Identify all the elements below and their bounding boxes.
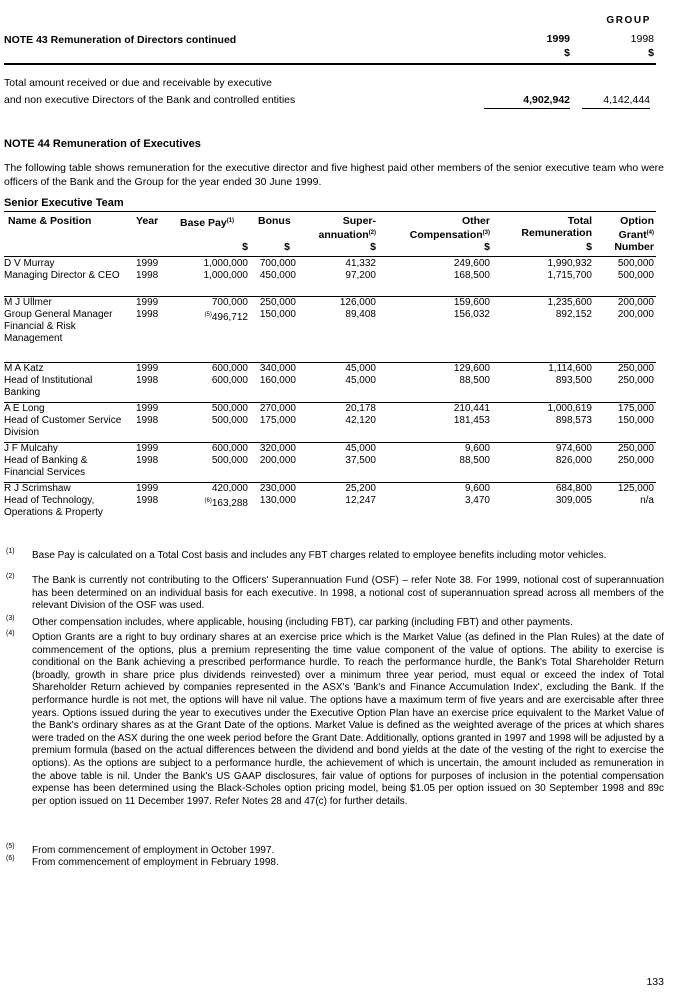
row-divider (4, 442, 656, 443)
cell-base-1999 (172, 483, 248, 495)
footnote-number: (3) (6, 615, 15, 622)
cell-value: 500,000 (211, 415, 248, 426)
cell-value: 1998 (136, 375, 159, 386)
cell-super-1998 (316, 495, 376, 507)
cell-bonus-1999 (250, 258, 296, 270)
cell-value: 1999 (136, 403, 159, 414)
cell-value: 1998 (136, 455, 159, 466)
cell-option-1999 (600, 363, 654, 375)
cell-base-1998 (172, 375, 248, 387)
cell-value: 320,000 (259, 443, 296, 454)
currency-1998-header: $ (648, 47, 654, 59)
cell-value: 500,000 (211, 403, 248, 414)
cell-super-1999 (316, 363, 376, 375)
cell-other-1999 (420, 403, 490, 415)
cell-value: 37,500 (345, 455, 376, 466)
footnote-number: (6) (6, 855, 15, 862)
cell-y-1998 (136, 309, 164, 321)
executive-name-position (4, 443, 134, 479)
cell-other-1999 (420, 297, 490, 309)
cell-super-1998 (316, 375, 376, 387)
cell-value: 130,000 (259, 495, 296, 506)
cell-super-1999 (316, 403, 376, 415)
cell-total-1998 (520, 270, 592, 282)
executive-name: A E Long (4, 403, 45, 414)
cell-super-1998 (316, 415, 376, 427)
cell-value: 1,000,000 (203, 270, 248, 281)
cell-value: 600,000 (211, 363, 248, 374)
cell-y-1999 (136, 363, 164, 375)
cell-y-1999 (136, 258, 164, 270)
header-other-2: Compensation$^{(3)}$ (409, 229, 490, 241)
cell-value: 1999 (136, 258, 159, 269)
total-label-line1: Total amount received or due and receivable by executive (4, 77, 272, 89)
cell-value: 210,441 (453, 403, 490, 414)
note44-intro: The following table shows remuneration for the executive director and five highest paid other members of the senior executive team who were officers of the Bank and the Group for the year ended 30 June 1999. (4, 162, 664, 188)
cell-value: 250,000 (617, 443, 654, 454)
row-divider (4, 482, 656, 483)
cell-value: 125,000 (617, 483, 654, 494)
executive-position: Managing Director & CEO (4, 270, 120, 281)
executive-name-position (4, 403, 134, 439)
cell-value: 1998 (136, 309, 159, 320)
executive-name-position (4, 363, 134, 399)
unit-other: $ (484, 241, 490, 253)
footnote-number: (1) (6, 548, 15, 555)
cell-value: 42,120 (345, 415, 376, 426)
cell-value: 1999 (136, 297, 159, 308)
cell-base-1999 (172, 403, 248, 415)
cell-value: 1999 (136, 483, 159, 494)
year-1998-header: 1998 (630, 33, 654, 45)
cell-total-1999 (520, 443, 592, 455)
cell-y-1999 (136, 443, 164, 455)
cell-option-1999 (600, 403, 654, 415)
cell-option-1998 (600, 495, 654, 507)
cell-value: 500,000 (617, 258, 654, 269)
cell-bonus-1998 (250, 309, 296, 321)
cell-total-1999 (520, 258, 592, 270)
cell-other-1998 (420, 375, 490, 387)
cell-value: 600,000 (211, 375, 248, 386)
cell-value: 41,332 (345, 258, 376, 269)
note43-header-rule (4, 63, 656, 65)
header-super-1: Super- (342, 215, 376, 227)
cell-total-1998 (520, 375, 592, 387)
cell-value: 500,000 (617, 270, 654, 281)
header-total-1: Total (567, 215, 592, 227)
cell-base-1999 (172, 443, 248, 455)
unit-total: $ (586, 241, 592, 253)
group-column-label: GROUP (606, 15, 651, 26)
cell-value: 309,005 (555, 495, 592, 506)
cell-value: 1,990,932 (547, 258, 592, 269)
cell-base-1999 (172, 363, 248, 375)
cell-bonus-1998 (250, 270, 296, 282)
cell-bonus-1999 (250, 363, 296, 375)
executive-position: Head of Institutional Banking (4, 375, 93, 398)
cell-total-1999 (520, 403, 592, 415)
cell-y-1998 (136, 375, 164, 387)
cell-value: 1,000,619 (547, 403, 592, 414)
cell-value: 159,600 (453, 297, 490, 308)
cell-value: 168,500 (453, 270, 490, 281)
header-super-2: annuation$^{(2)}$ (318, 229, 376, 241)
header-option-1: Option (620, 215, 654, 227)
cell-value: 1998 (136, 415, 159, 426)
table-header-rule (4, 256, 656, 257)
cell-super-1998 (316, 270, 376, 282)
cell-other-1998 (420, 309, 490, 321)
cell-other-1999 (420, 443, 490, 455)
cell-bonus-1999 (250, 297, 296, 309)
footnote-text: Base Pay is calculated on a Total Cost basis and includes any FBT charges related to employee benefits including motor vehicles. (32, 550, 607, 561)
cell-bonus-1999 (250, 483, 296, 495)
cell-value: 9,600 (464, 483, 490, 494)
cell-value: 45,000 (345, 443, 376, 454)
executive-position: Group General Manager Financial & Risk Management (4, 309, 113, 344)
page-number: 133 (646, 976, 664, 988)
executive-name-position (4, 483, 134, 519)
unit-option: Number (614, 241, 654, 253)
cell-value: 163,288 (211, 498, 248, 509)
cell-value: 893,500 (555, 375, 592, 386)
cell-value: 200,000 (617, 297, 654, 308)
currency-1999-header: $ (564, 47, 570, 59)
cell-super-1998 (316, 309, 376, 321)
cell-value: 700,000 (211, 297, 248, 308)
cell-value: 898,573 (555, 415, 592, 426)
cell-other-1999 (420, 258, 490, 270)
footnote-number: (4) (6, 630, 15, 637)
cell-total-1998 (520, 415, 592, 427)
cell-base-1999 (172, 297, 248, 309)
cell-total-1998 (520, 495, 592, 507)
cell-other-1999 (420, 483, 490, 495)
footnote-text: From commencement of employment in October 1997. (32, 845, 275, 856)
cell-y-1999 (136, 483, 164, 495)
row-divider (4, 402, 656, 403)
cell-bonus-1998 (250, 455, 296, 467)
executive-name: J F Mulcahy (4, 443, 58, 454)
cell-option-1998 (600, 415, 654, 427)
cell-value: 1,000,000 (203, 258, 248, 269)
footnote-number: (5) (6, 843, 15, 850)
cell-value: 496,712 (211, 312, 248, 323)
cell-value: 249,600 (453, 258, 490, 269)
cell-value: 160,000 (259, 375, 296, 386)
cell-y-1999 (136, 403, 164, 415)
cell-total-1998 (520, 309, 592, 321)
executive-name: R J Scrimshaw (4, 483, 71, 494)
cell-base-1998 (172, 415, 248, 427)
cell-option-1998 (600, 455, 654, 467)
year-1999-header: 1999 (546, 33, 570, 45)
cell-y-1998 (136, 415, 164, 427)
cell-base-1998 (172, 309, 248, 324)
header-other-1: Other (461, 215, 490, 227)
cell-option-1999 (600, 258, 654, 270)
cell-value: 97,200 (345, 270, 376, 281)
cell-value: 250,000 (617, 363, 654, 374)
cell-option-1998 (600, 309, 654, 321)
cell-total-1998 (520, 455, 592, 467)
cell-value: 88,500 (459, 375, 490, 386)
cell-value: 150,000 (617, 415, 654, 426)
header-base-pay: Base Pay$^{(1)}$ (180, 217, 235, 229)
unit-super: $ (370, 241, 376, 253)
cell-super-1999 (316, 297, 376, 309)
cell-value: 1998 (136, 270, 159, 281)
cell-value: 1998 (136, 495, 159, 506)
cell-value: 45,000 (345, 375, 376, 386)
cell-value: 892,152 (555, 309, 592, 320)
footnote-text: Other compensation includes, where applicable, housing (including FBT), car parking (including FBT) and other payments. (32, 617, 573, 628)
cell-value: 88,500 (459, 455, 490, 466)
cell-value: 684,800 (555, 483, 592, 494)
cell-bonus-1999 (250, 443, 296, 455)
cell-value: 175,000 (617, 403, 654, 414)
note44-title: NOTE 44 Remuneration of Executives (4, 138, 201, 150)
cell-super-1998 (316, 455, 376, 467)
cell-value: 340,000 (259, 363, 296, 374)
cell-value: 1999 (136, 363, 159, 374)
cell-value: 150,000 (259, 309, 296, 320)
cell-value: 700,000 (259, 258, 296, 269)
cell-base-1998 (172, 270, 248, 282)
header-name-position: Name & Position (8, 215, 92, 227)
cell-value: 9,600 (464, 443, 490, 454)
table-top-rule (4, 211, 656, 212)
cell-super-1999 (316, 443, 376, 455)
header-option-2: Grant$^{(4)}$ (618, 229, 654, 241)
cell-base-1998 (172, 455, 248, 467)
unit-bonus: $ (284, 241, 290, 253)
cell-other-1998 (420, 455, 490, 467)
cell-y-1999 (136, 297, 164, 309)
team-table-title: Senior Executive Team (4, 197, 124, 209)
cell-y-1998 (136, 455, 164, 467)
footnote-text: The Bank is currently not contributing to the Officers' Superannuation Fund (OSF) – refer Note 38. For 1999, notional cost of superannuation has been determined on an individual basis for each executive. In 1998, a notional cost of superannuation spread across all members of the relevant Division of the OSF was used. (32, 575, 664, 612)
cell-total-1999 (520, 483, 592, 495)
executive-name: M A Katz (4, 363, 44, 374)
executive-name: D V Murray (4, 258, 55, 269)
cell-value: 974,600 (555, 443, 592, 454)
cell-total-1999 (520, 363, 592, 375)
cell-value: 1,114,600 (548, 363, 592, 374)
cell-total-1999 (520, 297, 592, 309)
cell-option-1998 (600, 375, 654, 387)
footnote-text: From commencement of employment in February 1998. (32, 857, 279, 868)
cell-value: 450,000 (259, 270, 296, 281)
cell-value: 420,000 (211, 483, 248, 494)
executive-name-position (4, 297, 134, 345)
cell-value: 126,000 (339, 297, 376, 308)
cell-bonus-1999 (250, 403, 296, 415)
total-1998-value: 4,142,444 (582, 94, 650, 109)
total-label-line2: and non executive Directors of the Bank and controlled entities (4, 94, 296, 106)
cell-value: 25,200 (345, 483, 376, 494)
total-1999-value: 4,902,942 (484, 94, 570, 109)
footnote-marker: (5) (204, 312, 212, 318)
executive-position: Head of Customer Service Division (4, 415, 122, 438)
cell-value: 250,000 (617, 455, 654, 466)
cell-value: 12,247 (345, 495, 376, 506)
cell-option-1999 (600, 483, 654, 495)
unit-base: $ (242, 241, 248, 253)
cell-value: 156,032 (453, 309, 490, 320)
cell-value: 1,235,600 (547, 297, 592, 308)
cell-base-1999 (172, 258, 248, 270)
cell-value: 175,000 (259, 415, 296, 426)
cell-value: 500,000 (211, 455, 248, 466)
cell-bonus-1998 (250, 375, 296, 387)
cell-value: 250,000 (617, 375, 654, 386)
cell-bonus-1998 (250, 415, 296, 427)
cell-value: 200,000 (617, 309, 654, 320)
executive-position: Head of Technology, Operations & Property (4, 495, 103, 518)
header-bonus: Bonus (258, 215, 291, 227)
cell-value: 270,000 (259, 403, 296, 414)
cell-value: 181,453 (453, 415, 490, 426)
row-divider (4, 362, 656, 363)
header-year: Year (136, 215, 159, 227)
cell-value: 1,715,700 (547, 270, 592, 281)
cell-other-1998 (420, 415, 490, 427)
executive-name: M J Ullmer (4, 297, 52, 308)
cell-value: 230,000 (259, 483, 296, 494)
cell-option-1998 (600, 270, 654, 282)
cell-value: n/a (640, 495, 654, 506)
cell-super-1999 (316, 483, 376, 495)
executive-position: Head of Banking & Financial Services (4, 455, 88, 478)
cell-other-1998 (420, 495, 490, 507)
row-divider (4, 296, 656, 297)
cell-value: 45,000 (345, 363, 376, 374)
cell-y-1998 (136, 270, 164, 282)
cell-value: 129,600 (453, 363, 490, 374)
cell-value: 20,178 (345, 403, 376, 414)
note43-title: NOTE 43 Remuneration of Directors continued (4, 34, 237, 46)
cell-value: 200,000 (259, 455, 296, 466)
cell-option-1999 (600, 443, 654, 455)
cell-value: 250,000 (259, 297, 296, 308)
cell-value: 1999 (136, 443, 159, 454)
footnote-text: Option Grants are a right to buy ordinary shares at an exercise price which is the Market Value (as defined in the Plan Rules) at the date of commencement of the options, plus a premium representing the time value component of the value of options. The ability to exercise is conditional on the Bank achieving a prescribed performance hurdle. To reach the performance hurdle, the Bank's Total Shareholder Return (broadly, growth in share price plus dividends reinvested) over a minimum three year period, must equal or exceed the index of Total Shareholder Return achieved by companies represented in the ASX's 'Bank's and Finance Accumulation Index', excluding the Bank. If the performance hurdle is not met, the options will have nil value. The options have a maximum term of five years and are exercisable after three years. Options issued during the year to executives under the Executive Option Plan have an exercise price equivalent to the Market Value of the Bank's ordinary shares as at the Grant Date of the options. Market Value is defined as the weighted average of the prices at which shares were traded on the ASX during the one week period before the Grant Date. Additionally, options granted in 1997 and 1998 will be adjusted by a premium formula (based on the actual differences between the dividend and bond yields at the date of the vesting of the right to exercise the options). As the options are subject to a performance hurdle, the achievement of which is uncertain, the amount included as remuneration in the above table is nil. Under the Bank's US GAAP disclosures, fair value of options for purposes of inclusion in the potential compensation expense has been determined using the Black-Scholes option pricing model, being $1.05 per option issued on 30 September 1998 and 89c per option issued on 11 December 1997. Refer Notes 28 and 47(c) for further details. (32, 632, 664, 807)
header-total-2: Remuneration (521, 227, 592, 239)
cell-base-1998 (172, 495, 248, 510)
cell-y-1998 (136, 495, 164, 507)
cell-value: 826,000 (555, 455, 592, 466)
footnote-marker: (6) (204, 498, 212, 504)
executive-name-position (4, 258, 134, 282)
cell-bonus-1998 (250, 495, 296, 507)
cell-value: 89,408 (345, 309, 376, 320)
cell-value: 600,000 (211, 443, 248, 454)
cell-other-1998 (420, 270, 490, 282)
footnote-number: (2) (6, 573, 15, 580)
cell-super-1999 (316, 258, 376, 270)
cell-value: 3,470 (464, 495, 490, 506)
cell-other-1999 (420, 363, 490, 375)
cell-option-1999 (600, 297, 654, 309)
